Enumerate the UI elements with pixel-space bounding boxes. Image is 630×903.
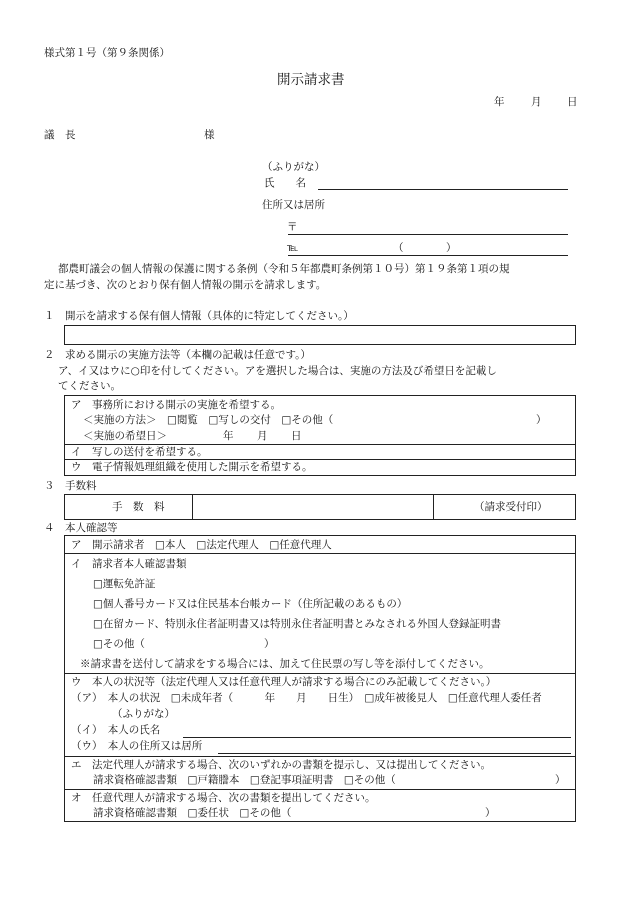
section2-note-line2: てください。	[58, 380, 121, 392]
id-docs-title: イ 請求者本人確認書類	[71, 558, 187, 570]
principal-status-row[interactable]: （ア） 本人の状況 □未成年者（ 年 月 日生） □成年被後見人 □任意代理人委任者	[71, 692, 542, 704]
date-day-label: 日	[567, 96, 578, 108]
legal-agent-docs-close: ）	[555, 774, 566, 786]
id-doc-mynumber[interactable]: □個人番号カード又は住民基本台帳カード（住所記載のあるもの）	[93, 598, 408, 610]
section2-date-month[interactable]: 月	[257, 430, 268, 442]
tel-mark: ℡	[287, 242, 299, 254]
section4-divider-4	[64, 789, 576, 790]
section2-divider-2	[64, 459, 576, 460]
section3-heading: ３ 手数料	[44, 480, 97, 492]
postal-mark: 〒	[287, 221, 298, 233]
requester-address-label: 住所又は居所	[262, 199, 325, 211]
reception-stamp-label: （請求受付印）	[474, 501, 548, 513]
requester-name-field[interactable]	[318, 189, 568, 190]
section1-info-field[interactable]	[64, 325, 576, 345]
requester-tel-field[interactable]	[288, 255, 568, 256]
section2-option-i[interactable]: イ 写しの送付を希望する。	[71, 446, 208, 458]
voluntary-agent-docs-close: ）	[485, 807, 496, 819]
section1-heading: １ 開示を請求する保有個人情報（具体的に特定してください。）	[44, 310, 354, 322]
requester-furigana-label: （ふりがな）	[262, 161, 325, 173]
principal-name-label: （イ） 本人の氏名	[71, 724, 161, 736]
section2-date-day[interactable]: 日	[291, 430, 302, 442]
id-doc-license[interactable]: □運転免許証	[93, 578, 156, 590]
principal-furigana-label: （ふりがな）	[112, 708, 175, 720]
principal-address-field[interactable]	[218, 753, 571, 754]
addressee-position: 議 長	[44, 129, 76, 141]
voluntary-agent-docs[interactable]: 請求資格確認書類 □委任状 □その他（	[93, 807, 292, 819]
date-year-label: 年	[494, 96, 505, 108]
legal-agent-docs[interactable]: 請求資格確認書類 □戸籍謄本 □登記事項証明書 □その他（	[93, 774, 396, 786]
section2-date-label: ＜実施の希望日＞	[83, 430, 167, 442]
form-number: 様式第１号（第９条関係）	[44, 47, 170, 59]
id-docs-note: ※請求書を送付して請求をする場合には、加えて住民票の写し等を添付してください。	[80, 658, 490, 670]
section2-option-u[interactable]: ウ 電子情報処理組織を使用した開示を希望する。	[71, 461, 313, 473]
intro-line-1: 都農町議会の個人情報の保護に関する条例（令和５年都農町条例第１０号）第１９条第１項の規	[58, 263, 510, 275]
tel-paren-close: ）	[446, 242, 457, 254]
requester-type-row[interactable]: ア 開示請求者 □本人 □法定代理人 □任意代理人	[71, 539, 332, 551]
section4-divider-3	[64, 756, 576, 757]
section2-heading: ２ 求める開示の実施方法等（本欄の記載は任意です。）	[44, 349, 311, 361]
requester-name-label: 氏 名	[264, 177, 306, 189]
section2-date-year[interactable]: 年	[223, 430, 234, 442]
id-doc-residence-card[interactable]: □在留カード、特別永住者証明書又は特別永住者証明書とみなされる外国人登録証明書	[93, 618, 501, 630]
voluntary-agent-title: オ 任意代理人が請求する場合、次の書類を提出してください。	[71, 792, 376, 804]
principal-status-title: ウ 本人の状況等（法定代理人又は任意代理人が請求する場合にのみ記載してください。）	[71, 676, 497, 688]
fee-divider-2	[433, 494, 434, 520]
tel-paren-open: （	[393, 242, 404, 254]
section4-divider-2	[64, 673, 576, 674]
section4-heading: ４ 本人確認等	[44, 522, 118, 534]
requester-address-field[interactable]	[288, 234, 568, 235]
date-month-label: 月	[531, 96, 542, 108]
id-doc-other[interactable]: □その他（	[93, 638, 145, 650]
section2-divider-1	[64, 444, 576, 445]
section2-option-a[interactable]: ア 事務所における開示の実施を希望する。	[71, 399, 281, 411]
section2-method[interactable]: ＜実施の方法＞ □閲覧 □写しの交付 □その他（	[83, 414, 334, 426]
section2-method-close: ）	[536, 414, 547, 426]
intro-line-2: 定に基づき、次のとおり保有個人情報の開示を請求します。	[44, 279, 327, 291]
fee-label: 手 数 料	[112, 501, 165, 513]
principal-name-field[interactable]	[183, 737, 571, 738]
page-title: 開示請求書	[277, 72, 345, 88]
principal-address-label: （ウ） 本人の住所又は居所	[71, 740, 203, 752]
legal-agent-title: エ 法定代理人が請求する場合、次のいずれかの書類を提示し、又は提出してください。	[71, 759, 491, 771]
id-doc-other-close: ）	[264, 638, 275, 650]
section2-note-line1: ア、イ又はウに○印を付してください。アを選択した場合は、実施の方法及び希望日を記載し	[58, 365, 497, 377]
section4-divider-1	[64, 553, 576, 554]
addressee-honorific: 様	[204, 129, 215, 141]
fee-divider-1	[192, 494, 193, 520]
